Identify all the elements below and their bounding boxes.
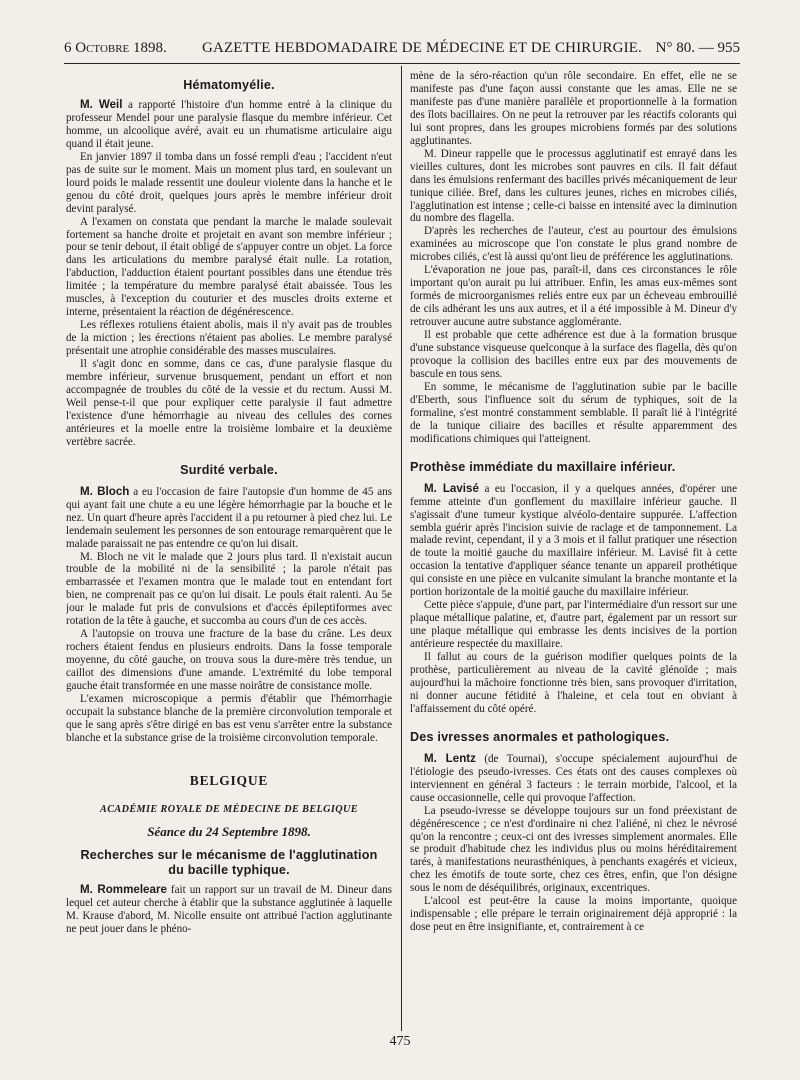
paragraph: A l'examen on constata que pendant la marche le malade soulevait fortement sa hanche droite et projetait en avant son membre inférieur ; pour se tenir debout, il était obligé de s'appuyer contre un objet. La force dans les articulations du membre paralysé était nulle. La rotation, l'abduction, l'adduction étaient pourtant possibles dans une étendue très limitée ; la température du membre paralysé était abaissée. Tous les muscles, à l'exception du couturier et des muscles droits externe et interne, présentaient la réaction de dégénérescence.	[66, 215, 392, 319]
section-title-surdite-verbale: Surdité verbale.	[180, 462, 278, 477]
paragraph: En janvier 1897 il tomba dans un fossé rempli d'eau ; l'accident n'eut pas de suite sur le moment. Mais un moment plus tard, en soulevant un lourd poids le malade ressentit une douleur violente dans la hanche et le genou du côté droit, quelques jours après le membre inférieur droit devint paralysé.	[66, 150, 392, 215]
paragraph: Il fallut au cours de la guérison modifier quelques points de la prothèse, particulièrement au niveau de la cavité glénoïde ; mais aujourd'hui la mâchoire fonctionne très bien, sans provoquer d'irritation, ni donner aucune fétidité à l'haleine, et cela tout en obviant à l'affaissement du côté opéré.	[410, 651, 737, 715]
header-journal-title: GAZETTE HEBDOMADAIRE DE MÉDECINE ET DE CHIRURGIE.	[202, 40, 642, 56]
section-title-ivresses: Des ivresses anormales et pathologiques.	[410, 729, 670, 744]
right-column	[410, 70, 737, 1030]
paragraph: M. Bloch ne vit le malade que 2 jours plus tard. Il n'existait aucun trouble de la mobilité ni de la sensibilité ; la parole n'était pas embarrassée et l'examen montra que le malade tout en entendant fort bien, ne comprenait pas ce qu'on lui disait. Le pouls était ralenti. Au 5e jour le malade fut pris de convulsions et d'accès épileptiformes avec rotation de la tête à gauche, et succomba au cours d'un de ces accès.	[66, 550, 392, 628]
country-heading: BELGIQUE	[189, 772, 269, 788]
speaker-name: M. Weil	[80, 98, 123, 111]
paragraph: Il est probable que cette adhérence est due à la formation brusque d'une substance visqueuse quelconque à la surface des flagella, dès qu'on provoque la collision des bacilles entre eux par des mouvements de bascule en tous sens.	[410, 329, 737, 380]
paragraph: M. Dineur rappelle que le processus agglutinatif est enrayé dans les vieilles cultures, dont les microbes sont pauvres en cils. Il fait défaut dans les émulsions renfermant des bacilles privés mécaniquement de leur tunique ciliée. Bref, dans les cultures jeunes, riches en microbes ciliés, l'agglutination est intense ; celle-ci baisse en intensité avec la diminution du nombre des flagella.	[410, 147, 737, 225]
paragraph: L'évaporation ne joue pas, paraît-il, dans ces circonstances le rôle important qu'on aurait pu lui attribuer. Enfin, les amas eux-mêmes sont formés de microorganismes reliés entre eux par un écheveau embrouillé de cils adhérant les uns aux autres, et il a été impossible à M. Dineur d'y retrouver aucune autre substance agglomérante.	[410, 264, 737, 329]
header-date: 6 Octobre 1898.	[64, 40, 167, 56]
paragraph: En somme, le mécanisme de l'agglutination subie par le bacille d'Eberth, sous l'influence soit du sérum de typhiques, soit de la formaline, s'est montré constamment semblable. Il paraît lié à l'intégrité de la tunique ciliaire des bacilles et résulte apparemment des modifications chimiques qui l'atteignent.	[410, 380, 737, 445]
paragraph: M. Rommeleare fait un rapport sur un travail de M. Dineur dans lequel cet auteur cherche à établir que la substance agglutinée à laquelle M. Krause d'abord, M. Nicolle ensuite ont attribué l'action agglutinante ne peut jouer dans le phéno-	[66, 882, 392, 935]
paragraph: La pseudo-ivresse se développe toujours sur un fond préexistant de dégénérescence ; ce n'est d'ordinaire ni chez l'aliéné, ni chez le névrosé qu'on la rencontre ; ceux-ci ont des ivresses simplement anormales. Elle se produit d'habitude chez les individus plus ou moins héréditairement tarés, à manifestations neurasthéniques, à penchants exagérés et vicieux, chez les émotifs de toute sorte, chez ces êtres, enfin, que l'on désigne sous le nom de déséquilibrés, originaux, excentriques.	[410, 804, 737, 895]
speaker-name: M. Lavisé	[424, 481, 479, 495]
paragraph: M. Lentz (de Tournai), s'occupe spécialement aujourd'hui de l'étiologie des pseudo-ivresses. Ces états ont des causes complexes où interviennent en général 3 facteurs : le terrain morbide, l'alcool, et la cause occasionnelle, celle qui provoque l'affection.	[410, 751, 737, 804]
section-title-hematomyelie: Hématomyélie.	[183, 78, 275, 92]
paragraph: M. Weil a rapporté l'histoire d'un homme entré à la clinique du professeur Mendel pour une paralysie flasque du membre inférieur. Cet homme, un alcoolique avéré, avait eu un rhumatisme articulaire aigu quand il était jeune.	[66, 98, 392, 150]
running-head	[64, 36, 740, 60]
speaker-name: M. Bloch	[80, 484, 130, 498]
paragraph: M. Lavisé a eu l'occasion, il y a quelques années, d'opérer une femme atteinte d'un gonflement du maxillaire inférieur gauche. Il s'agissait d'une tumeur kystique alvéolo-dentaire suppurée. L'affection sembla guérir après l'incision suivie de raclage et de tamponnement. La malade revint, cependant, il y a 3 mois et il fallut pratiquer une résection de toute la moitié gauche du maxillaire inférieur. M. Lavisé fit à cette occasion la tentative d'appliquer séance tenante un appareil prothétique qui consiste en une pièce en vulcanite simulant la branche montante et la portion horizontale de la moitié gauche du maxillaire inférieur.	[410, 481, 737, 599]
academy-heading: ACADÉMIE ROYALE DE MÉDECINE DE BELGIQUE	[100, 803, 358, 815]
left-column	[66, 70, 392, 1030]
paragraph: L'examen microscopique a permis d'établir que l'hémorrhagie occupait la substance blanche de la première circonvolution temporale et que le sang après s'être dirigé en bas est venu s'arrêter entre la substance blanche et la substance grise de la troisième circonvolution temporale.	[66, 692, 392, 744]
paragraph: M. Bloch a eu l'occasion de faire l'autopsie d'un homme de 45 ans qui ayant fait une chute a eu une légère hémorrhagie par la bouche et le nez. Un quart d'heure après l'accident il a pu retourner à pied chez lui. Le lendemain seulement les personnes de son entourage remarquèrent que le malade paraissait ne pas entendre ce qu'on lui disait.	[66, 484, 392, 550]
column-divider	[401, 66, 402, 1031]
header-issue-page: N° 80. — 955	[655, 40, 740, 56]
paragraph-continued: mène de la séro-réaction qu'un rôle secondaire. En effet, elle ne se manifeste pas d'une façon aussi constante que les amas. Elle ne se manifeste pas d'une manière parallèle et proportionnelle à la formation des îlots bacillaires. On ne peut la retrouver par les réactifs colorants qui lui sont propres, dans les groupes microbiens formés par des solutions agglutinantes.	[410, 70, 737, 147]
paragraph: D'après les recherches de l'auteur, c'est au pourtour des émulsions examinées au microscope que l'on constate le plus grand nombre de microbes ciliés, c'est là aussi qu'ont lieu de préférence les agglutinations.	[410, 225, 737, 264]
page-number: 475	[389, 1034, 411, 1049]
paragraph: Cette pièce s'appuie, d'une part, par l'intermédiaire d'un ressort sur une plaque métallique palatine, et, d'autre part, également par un ressort sur une plaque métallique qui embrasse les dents incisives de la portion antérieure respectée du maxillaire.	[410, 599, 737, 651]
paragraph: Il s'agit donc en somme, dans ce cas, d'une paralysie flasque du membre inférieur, survenue brusquement, pendant un effort et non accompagnée de troubles du côté de la vessie et du rectum. Aussi M. Weil pense-t-il que pour expliquer cette paralysie il faut admettre l'existence d'une hémorrhagie au niveau des cellules des cornes antérieures et la moelle entre la troisième lombaire et la deuxième vertèbre sacrée.	[66, 358, 392, 448]
header-rule	[64, 63, 740, 64]
speaker-name: M. Rommeleare	[80, 882, 167, 896]
paragraph: A l'autopsie on trouva une fracture de la base du crâne. Les deux rochers étaient fendus en plusieurs endroits. Dans la fosse temporale moyenne, du côté gauche, on trouva sous la dure-mère très tendue, un caillot des dimensions d'une amande. L'extrémité du lobe temporal gauche était transformée en une masse noirâtre de consistance molle.	[66, 628, 392, 693]
speaker-name: M. Lentz	[424, 751, 476, 765]
paragraph: L'alcool est peut-être la cause la moins importante, quoique indispensable ; elle prépare le terrain originairement déjà approprié : la dose peut en être insignifiante, et, contrairement à ce	[410, 895, 737, 934]
paragraph: Les réflexes rotuliens étaient abolis, mais il n'y avait pas de troubles de la miction ; les érections n'étaient pas abolies. Le membre paralysé présentait une atrophie considérable des masses musculaires.	[66, 319, 392, 358]
section-title-agglutination: Recherches sur le mécanisme de l'agglutination du bacille typhique.	[80, 847, 378, 877]
session-date: Séance du 24 Septembre 1898.	[147, 823, 311, 839]
section-title-prothese: Prothèse immédiate du maxillaire inférieur.	[410, 459, 676, 474]
